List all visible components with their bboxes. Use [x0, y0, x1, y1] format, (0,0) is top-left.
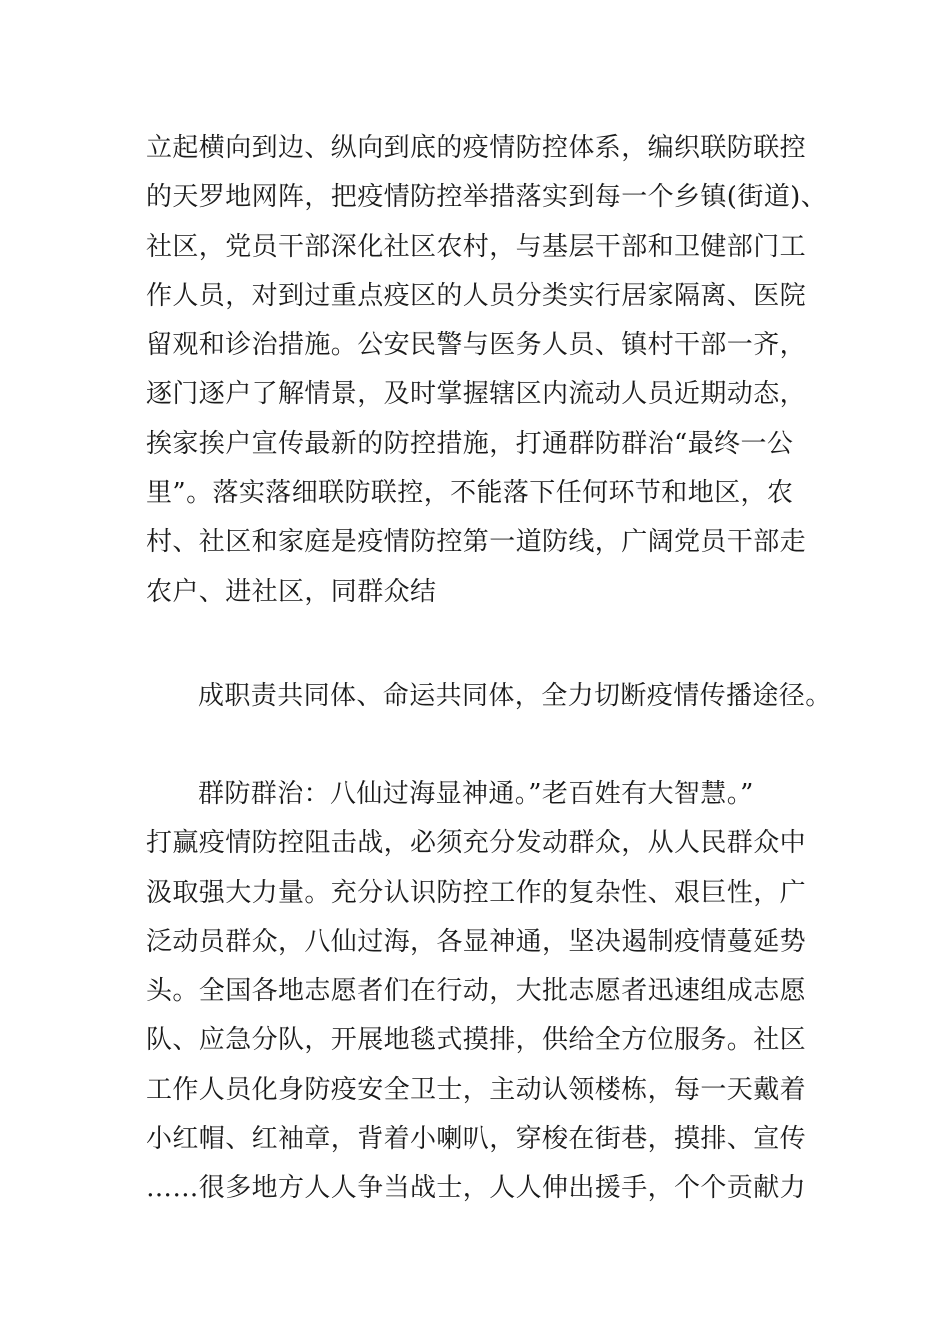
text-line: 队、应急分队，开展地毯式摸排，供给全方位服务。社区 — [146, 1025, 807, 1056]
paragraph-mass-prevention — [146, 770, 816, 1214]
text-line: 小红帽、红袖章，背着小喇叭，穿梭在街巷，摸排、宣传 — [146, 1124, 807, 1155]
paragraph-joint-prevention — [146, 124, 828, 617]
text-line: 村、社区和家庭是疫情防控第一道防线，广阔党员干部走 — [146, 527, 807, 558]
text-line: 留观和诊治措施。公安民警与医务人员、镇村干部一齐， — [146, 330, 807, 361]
text-line: 挨家挨户宣传最新的防控措施，打通群防群治“最终一公 — [146, 428, 794, 459]
text-line: 立起横向到边、纵向到底的疫情防控体系，编织联防联控 — [146, 133, 807, 163]
text-line: 农户、进社区，同群众结 — [146, 576, 437, 607]
text-line: 头。全国各地志愿者们在行动，大批志愿者迅速组成志愿 — [146, 976, 807, 1007]
text-line: 工作人员化身防疫安全卫士，主动认领楼栋，每一天戴着 — [146, 1074, 807, 1105]
text-line: 社区，党员干部深化社区农村，与基层干部和卫健部门工 — [146, 231, 807, 262]
text-line: 作人员，对到过重点疫区的人员分类实行居家隔离、医院 — [146, 280, 807, 311]
paragraph-community-of-responsibility — [146, 672, 832, 721]
text-line: 里”。落实落细联防联控，不能落下任何环节和地区，农 — [146, 478, 794, 509]
text-line: 汲取强大力量。充分认识防控工作的复杂性、艰巨性，广 — [146, 877, 807, 908]
text-line: 打赢疫情防控阻击战，必须充分发动群众，从人民群众中 — [146, 828, 807, 859]
text-line: 逐门逐户了解情景，及时掌握辖区内流动人员近期动态， — [146, 379, 807, 410]
text-line: 的天罗地网阵，把疫情防控举措落实到每一个乡镇(街道)、 — [146, 182, 828, 213]
text-line: 群防群治：八仙过海显神通。”老百姓有大智慧。” — [198, 779, 754, 809]
text-line: 泛动员群众，八仙过海，各显神通，坚决遏制疫情蔓延势 — [146, 926, 807, 957]
text-line: 成职责共同体、命运共同体，全力切断疫情传播途径。 — [198, 681, 832, 711]
text-line: ……很多地方人人争当战士，人人伸出援手，个个贡献力 — [146, 1173, 807, 1204]
